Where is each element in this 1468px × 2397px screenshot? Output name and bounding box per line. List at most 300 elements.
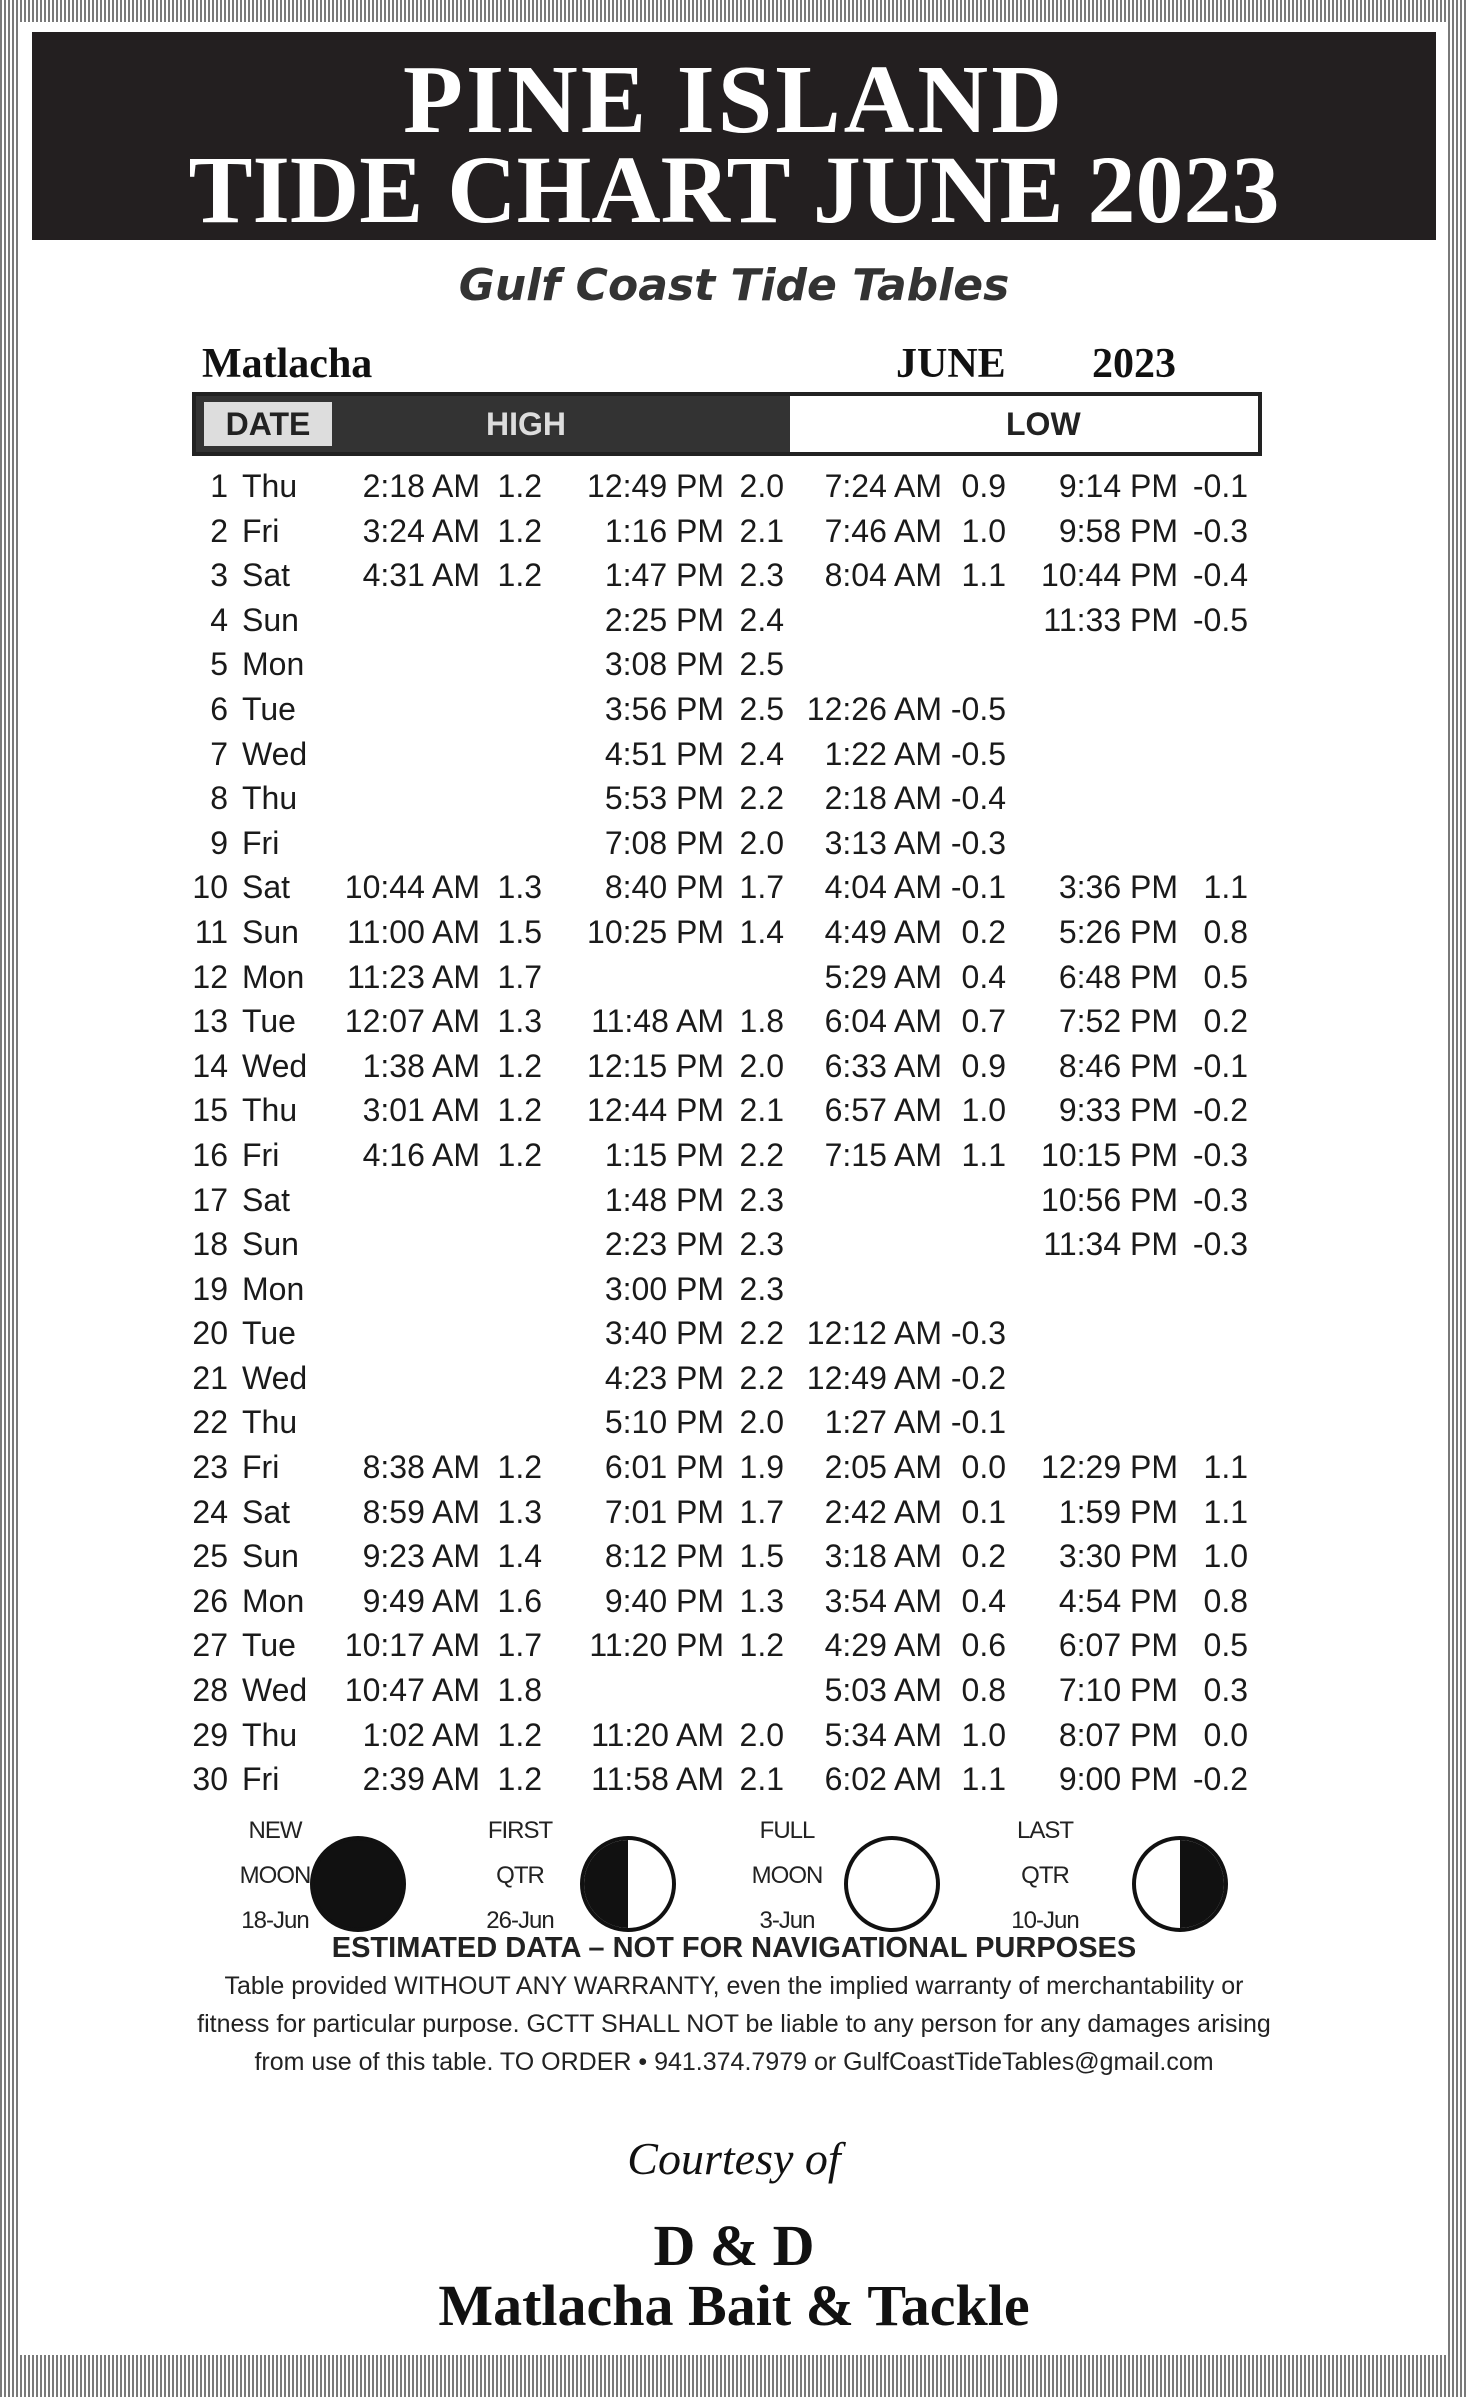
cell-h2h: 2.3 (739, 557, 784, 594)
cell-h1t: 10:17 AM (344, 1627, 480, 1664)
cell-h2t: 3:56 PM (604, 690, 724, 727)
cell-h2h: 1.7 (739, 869, 784, 906)
cell-h2h: 2.4 (739, 601, 784, 638)
table-row (20, 1133, 1448, 1178)
new-moon-date: 18-Jun (241, 1907, 309, 1934)
cell-h1h: 1.7 (497, 958, 542, 995)
disclaimer-line1: Table provided WITHOUT ANY WARRANTY, even the implied warranty of merchantability or (224, 1972, 1244, 2000)
cell-day: 7 (210, 735, 228, 772)
cell-l2t: 10:15 PM (1041, 1136, 1178, 1173)
last-quarter-moon-icon (1132, 1836, 1228, 1932)
cell-h2h: 1.3 (739, 1582, 784, 1619)
cell-l1h: 1.1 (961, 1761, 1006, 1798)
cell-l2h: -0.1 (1192, 468, 1248, 504)
cell-h2h: 1.2 (739, 1627, 784, 1664)
cell-h1t: 3:24 AM (362, 512, 480, 549)
cell-h2t: 11:58 AM (591, 1761, 724, 1798)
cell-h2h: 2.4 (739, 735, 784, 772)
cell-h1t: 11:23 AM (347, 958, 480, 995)
cell-l2t: 6:48 PM (1058, 958, 1178, 995)
table-row (20, 821, 1448, 866)
cell-h2h: 2.0 (739, 1047, 784, 1084)
cell-l2h: -0.3 (1192, 1226, 1248, 1263)
cell-day: 1 (210, 468, 228, 504)
table-row (20, 1178, 1448, 1223)
table-row (20, 464, 1448, 509)
cell-l1t: 2:05 AM (824, 1449, 942, 1486)
cell-dow: Wed (242, 735, 308, 772)
cell-l1h: 1.1 (961, 1136, 1006, 1173)
cell-l1h: 0.8 (961, 1672, 1006, 1709)
cell-l2t: 1:59 PM (1058, 1493, 1178, 1530)
table-row (20, 1044, 1448, 1089)
cell-dow: Mon (242, 1270, 305, 1307)
cell-dow: Sat (242, 869, 291, 906)
cell-h2h: 2.0 (739, 1404, 784, 1441)
cell-l1h: -0.3 (950, 1315, 1006, 1352)
cell-h1t: 4:31 AM (362, 557, 480, 594)
cell-day: 4 (210, 601, 228, 638)
cell-dow: Sat (242, 1181, 291, 1218)
cell-day: 17 (192, 1181, 228, 1218)
banner-title-line1: PINE ISLAND (403, 46, 1065, 154)
table-row (20, 1400, 1448, 1445)
cell-dow: Wed (242, 1359, 308, 1396)
cell-day: 26 (192, 1582, 228, 1619)
cell-h1h: 1.5 (497, 913, 542, 950)
header-date: DATE (204, 402, 332, 446)
cell-h2h: 1.4 (739, 913, 784, 950)
new-moon-label-2: MOON (239, 1862, 311, 1889)
cell-l1h: -0.1 (950, 1404, 1006, 1441)
table-row (20, 1713, 1448, 1758)
cell-h2h: 2.0 (739, 824, 784, 861)
cell-h2t: 2:23 PM (604, 1226, 724, 1263)
cell-l2t: 10:44 PM (1041, 557, 1178, 594)
cell-h2h: 2.0 (739, 1716, 784, 1753)
table-row (20, 1088, 1448, 1133)
first-qtr-date: 26-Jun (486, 1907, 554, 1934)
subtitle: Gulf Coast Tide Tables (458, 260, 1010, 311)
cell-l2h: 0.8 (1203, 913, 1248, 950)
cell-l2h: -0.4 (1192, 557, 1248, 594)
cell-l1t: 7:15 AM (824, 1136, 942, 1173)
first-quarter-moon-icon (580, 1836, 676, 1932)
table-row (20, 553, 1448, 598)
cell-l2t: 3:36 PM (1058, 869, 1178, 906)
cell-h1h: 1.2 (497, 557, 542, 594)
cell-l1t: 5:34 AM (824, 1716, 942, 1753)
cell-dow: Fri (242, 1136, 280, 1173)
cell-l2t: 5:26 PM (1058, 913, 1178, 950)
cell-h2t: 9:40 PM (604, 1582, 724, 1619)
cell-h2h: 2.5 (739, 690, 784, 727)
table-row (20, 776, 1448, 821)
cell-l1h: -0.4 (950, 780, 1006, 817)
cell-l2t: 9:00 PM (1058, 1761, 1178, 1798)
cell-h1t: 2:18 AM (362, 468, 480, 504)
cell-h2t: 2:25 PM (604, 601, 724, 638)
cell-h2h: 2.2 (739, 1136, 784, 1173)
table-row (20, 1490, 1448, 1535)
cell-h2h: 1.5 (739, 1538, 784, 1575)
cell-h1t: 2:39 AM (362, 1761, 480, 1798)
cell-dow: Mon (242, 958, 305, 995)
cell-dow: Thu (242, 468, 298, 504)
cell-l1h: 0.6 (961, 1627, 1006, 1664)
table-row (20, 1356, 1448, 1401)
cell-h2t: 12:44 PM (587, 1092, 724, 1129)
cell-l2h: 0.5 (1203, 958, 1248, 995)
cell-h1h: 1.3 (497, 869, 542, 906)
cell-h2t: 8:40 PM (604, 869, 724, 906)
table-row (20, 1222, 1448, 1267)
cell-h2t: 3:00 PM (604, 1270, 724, 1307)
cell-dow: Wed (242, 1047, 308, 1084)
cell-h1t: 10:47 AM (344, 1672, 480, 1709)
cell-l2h: 0.0 (1203, 1716, 1248, 1753)
cell-day: 13 (192, 1003, 228, 1040)
cell-l2h: 1.1 (1203, 1449, 1248, 1486)
cell-h2t: 10:25 PM (587, 913, 724, 950)
cell-h2t: 5:10 PM (604, 1404, 724, 1441)
cell-dow: Sun (242, 1538, 299, 1575)
cell-l2t: 12:29 PM (1041, 1449, 1178, 1486)
cell-l1t: 5:29 AM (824, 958, 942, 995)
cell-l2h: -0.3 (1192, 1181, 1248, 1218)
table-row (20, 1267, 1448, 1312)
cell-dow: Fri (242, 1761, 280, 1798)
cell-l1h: 0.4 (961, 958, 1006, 995)
first-qtr-label-1: FIRST (487, 1817, 553, 1844)
cell-l2t: 9:14 PM (1058, 468, 1178, 504)
cell-l2h: -0.3 (1192, 1136, 1248, 1173)
cell-day: 29 (192, 1716, 228, 1753)
cell-h2h: 2.5 (739, 646, 784, 683)
cell-l1h: 1.1 (961, 557, 1006, 594)
cell-h2t: 4:51 PM (604, 735, 724, 772)
cell-l1h: 1.0 (961, 512, 1006, 549)
month-label: JUNE (896, 341, 1006, 387)
cell-day: 25 (192, 1538, 228, 1575)
table-row (20, 1757, 1448, 1802)
cell-l1t: 6:57 AM (824, 1092, 942, 1129)
table-row (20, 865, 1448, 910)
cell-h1t: 9:23 AM (362, 1538, 480, 1575)
cell-h1h: 1.2 (497, 1716, 542, 1753)
cell-h1t: 10:44 AM (344, 869, 480, 906)
cell-h2h: 2.1 (739, 512, 784, 549)
table-row (20, 687, 1448, 732)
table-row (20, 910, 1448, 955)
cell-l1h: 0.9 (961, 1047, 1006, 1084)
cell-day: 30 (192, 1761, 228, 1798)
cell-l2t: 11:34 PM (1043, 1226, 1178, 1263)
disclaimer-line2: fitness for particular purpose. GCTT SHALL NOT be liable to any person for any damages arising (197, 2010, 1271, 2038)
table-row (20, 642, 1448, 687)
cell-l1h: 0.2 (961, 913, 1006, 950)
cell-h1h: 1.3 (497, 1003, 542, 1040)
full-moon-date: 3-Jun (759, 1907, 815, 1934)
cell-h2h: 2.1 (739, 1761, 784, 1798)
cell-l1h: 1.0 (961, 1716, 1006, 1753)
header-low: LOW (1006, 406, 1081, 442)
cell-dow: Thu (242, 780, 298, 817)
cell-h1t: 11:00 AM (347, 913, 480, 950)
cell-h2t: 6:01 PM (604, 1449, 724, 1486)
cell-dow: Tue (242, 690, 296, 727)
banner-title-line2: TIDE CHART JUNE 2023 (188, 136, 1280, 243)
cell-h1t: 1:02 AM (362, 1716, 480, 1753)
cell-day: 22 (192, 1404, 228, 1441)
cell-l1h: -0.3 (950, 824, 1006, 861)
cell-dow: Mon (242, 646, 305, 683)
cell-day: 3 (210, 557, 228, 594)
cell-l1t: 6:33 AM (824, 1047, 942, 1084)
cell-dow: Fri (242, 824, 280, 861)
cell-h1h: 1.2 (497, 1047, 542, 1084)
cell-h2t: 8:12 PM (604, 1538, 724, 1575)
cell-l1t: 12:12 AM (806, 1315, 942, 1352)
disclaimer-heading: ESTIMATED DATA – NOT FOR NAVIGATIONAL PURPOSES (331, 1932, 1137, 1964)
cell-l1t: 12:49 AM (806, 1359, 942, 1396)
cell-h1h: 1.2 (497, 512, 542, 549)
cell-l1h: 1.0 (961, 1092, 1006, 1129)
cell-h1t: 4:16 AM (362, 1136, 480, 1173)
courtesy-label: Courtesy of (627, 2133, 841, 2184)
cell-dow: Fri (242, 512, 280, 549)
cell-day: 9 (210, 824, 228, 861)
table-row (20, 1579, 1448, 1624)
table-row (20, 1311, 1448, 1356)
full-moon-label-1: FULL (759, 1817, 815, 1844)
cell-h1t: 3:01 AM (362, 1092, 480, 1129)
cell-dow: Fri (242, 1449, 280, 1486)
cell-l2t: 8:46 PM (1058, 1047, 1178, 1084)
cell-h1h: 1.2 (497, 468, 542, 504)
cell-h2t: 7:08 PM (604, 824, 724, 861)
cell-l2h: 1.0 (1203, 1538, 1248, 1575)
cell-h2h: 2.2 (739, 780, 784, 817)
cell-l1t: 1:22 AM (824, 735, 942, 772)
cell-dow: Sun (242, 913, 299, 950)
cell-dow: Sun (242, 1226, 299, 1263)
cell-l1t: 4:29 AM (824, 1627, 942, 1664)
tide-chart-page (20, 22, 1448, 2355)
cell-day: 18 (192, 1226, 228, 1263)
cell-l2t: 7:10 PM (1058, 1672, 1178, 1709)
cell-h2h: 1.9 (739, 1449, 784, 1486)
cell-l2t: 11:33 PM (1043, 601, 1178, 638)
cell-l2t: 4:54 PM (1058, 1582, 1178, 1619)
cell-dow: Wed (242, 1672, 308, 1709)
cell-h1h: 1.2 (497, 1761, 542, 1798)
cell-h2h: 2.2 (739, 1359, 784, 1396)
cell-h2h: 1.8 (739, 1003, 784, 1040)
sponsor-name: D & D (653, 2213, 815, 2278)
cell-dow: Sun (242, 601, 299, 638)
cell-l1h: 0.2 (961, 1538, 1006, 1575)
cell-h1h: 1.6 (497, 1582, 542, 1619)
cell-h1t: 8:38 AM (362, 1449, 480, 1486)
table-row (20, 1445, 1448, 1490)
cell-day: 12 (192, 958, 228, 995)
cell-l1t: 8:04 AM (824, 557, 942, 594)
cell-l1t: 7:46 AM (824, 512, 942, 549)
cell-day: 28 (192, 1672, 228, 1709)
cell-l1h: 0.0 (961, 1449, 1006, 1486)
cell-l2h: 0.3 (1203, 1672, 1248, 1709)
cell-h2h: 2.3 (739, 1181, 784, 1218)
cell-dow: Sat (242, 557, 291, 594)
cell-h2t: 3:08 PM (604, 646, 724, 683)
table-row (20, 1668, 1448, 1713)
cell-l1t: 1:27 AM (824, 1404, 942, 1441)
table-header (192, 392, 1262, 456)
cell-l2h: -0.2 (1192, 1092, 1248, 1129)
title-banner (32, 32, 1436, 243)
cell-h2t: 4:23 PM (604, 1359, 724, 1396)
cell-h2t: 1:48 PM (604, 1181, 724, 1218)
cell-l1t: 3:13 AM (824, 824, 942, 861)
cell-h1t: 1:38 AM (362, 1047, 480, 1084)
cell-l2h: 0.2 (1203, 1003, 1248, 1040)
cell-dow: Tue (242, 1315, 296, 1352)
cell-l2h: 1.1 (1203, 869, 1248, 906)
cell-l1h: -0.1 (950, 869, 1006, 906)
cell-l2t: 9:33 PM (1058, 1092, 1178, 1129)
table-row (20, 732, 1448, 777)
bottom-border (0, 2355, 1468, 2397)
cell-l2h: -0.1 (1192, 1047, 1248, 1084)
table-row (20, 999, 1448, 1044)
cell-h1h: 1.4 (497, 1538, 542, 1575)
cell-h2t: 11:20 AM (591, 1716, 724, 1753)
cell-h2t: 3:40 PM (604, 1315, 724, 1352)
cell-l1h: 0.9 (961, 468, 1006, 504)
cell-h2t: 12:15 PM (587, 1047, 724, 1084)
header-high: HIGH (486, 406, 566, 442)
cell-l1h: 0.4 (961, 1582, 1006, 1619)
cell-day: 2 (210, 512, 228, 549)
cell-h2t: 7:01 PM (604, 1493, 724, 1530)
cell-h2t: 12:49 PM (587, 468, 724, 504)
cell-day: 11 (194, 913, 228, 950)
cell-l2t: 8:07 PM (1058, 1716, 1178, 1753)
cell-l1t: 4:49 AM (824, 913, 942, 950)
cell-l1h: -0.5 (950, 690, 1006, 727)
cell-day: 16 (192, 1136, 228, 1173)
cell-l1h: -0.5 (950, 735, 1006, 772)
cell-day: 19 (192, 1270, 228, 1307)
cell-dow: Thu (242, 1092, 298, 1129)
cell-h1t: 12:07 AM (344, 1003, 480, 1040)
table-row (20, 1623, 1448, 1668)
cell-day: 23 (192, 1449, 228, 1486)
cell-l2h: 0.8 (1203, 1582, 1248, 1619)
table-row (20, 598, 1448, 643)
cell-h1h: 1.3 (497, 1493, 542, 1530)
cell-h2h: 2.3 (739, 1270, 784, 1307)
cell-h1h: 1.7 (497, 1627, 542, 1664)
new-moon-label-1: NEW (248, 1817, 302, 1844)
cell-l1t: 6:02 AM (824, 1761, 942, 1798)
cell-h2t: 1:15 PM (604, 1136, 724, 1173)
cell-l2t: 9:58 PM (1058, 512, 1178, 549)
tide-table (20, 464, 1448, 1802)
last-qtr-label-2: QTR (1021, 1862, 1069, 1889)
cell-l1t: 3:18 AM (824, 1538, 942, 1575)
cell-h1h: 1.2 (497, 1092, 542, 1129)
cell-l1t: 6:04 AM (824, 1003, 942, 1040)
last-qtr-label-1: LAST (1016, 1817, 1074, 1844)
cell-l1t: 12:26 AM (806, 690, 942, 727)
cell-h2t: 11:20 PM (589, 1627, 724, 1664)
cell-l1t: 3:54 AM (824, 1582, 942, 1619)
cell-l1t: 7:24 AM (824, 468, 942, 504)
cell-day: 27 (192, 1627, 228, 1664)
location-label: Matlacha (202, 341, 373, 387)
table-row (20, 955, 1448, 1000)
cell-day: 6 (210, 690, 228, 727)
cell-dow: Thu (242, 1404, 298, 1441)
year-label: 2023 (1092, 341, 1176, 387)
cell-h2t: 1:47 PM (604, 557, 724, 594)
table-row (20, 1534, 1448, 1579)
cell-dow: Sat (242, 1493, 291, 1530)
cell-l1t: 2:42 AM (824, 1493, 942, 1530)
sponsor-business: Matlacha Bait & Tackle (438, 2273, 1030, 2338)
cell-l1t: 4:04 AM (824, 869, 942, 906)
cell-l2h: 1.1 (1203, 1493, 1248, 1530)
full-moon-label-2: MOON (751, 1862, 823, 1889)
cell-day: 20 (192, 1315, 228, 1352)
first-qtr-label-2: QTR (496, 1862, 544, 1889)
full-moon-icon (844, 1836, 940, 1932)
cell-l2t: 10:56 PM (1041, 1181, 1178, 1218)
cell-dow: Tue (242, 1003, 296, 1040)
cell-l1t: 5:03 AM (824, 1672, 942, 1709)
cell-l2h: 0.5 (1203, 1627, 1248, 1664)
cell-dow: Mon (242, 1582, 305, 1619)
cell-day: 14 (192, 1047, 228, 1084)
cell-l2h: -0.5 (1192, 601, 1248, 638)
cell-h2h: 2.2 (739, 1315, 784, 1352)
cell-h2t: 11:48 AM (591, 1003, 724, 1040)
cell-h2h: 2.0 (739, 468, 784, 504)
table-row (20, 509, 1448, 554)
cell-l1h: 0.7 (961, 1003, 1006, 1040)
cell-h1h: 1.2 (497, 1449, 542, 1486)
cell-l1t: 2:18 AM (824, 780, 942, 817)
cell-dow: Tue (242, 1627, 296, 1664)
cell-l2h: -0.2 (1192, 1761, 1248, 1798)
cell-h2h: 2.3 (739, 1226, 784, 1263)
cell-h2t: 1:16 PM (604, 512, 724, 549)
cell-day: 15 (192, 1092, 228, 1129)
cell-dow: Thu (242, 1716, 298, 1753)
cell-l2t: 7:52 PM (1058, 1003, 1178, 1040)
cell-l2t: 6:07 PM (1058, 1627, 1178, 1664)
cell-day: 24 (192, 1493, 228, 1530)
cell-h1h: 1.2 (497, 1136, 542, 1173)
cell-h1h: 1.8 (497, 1672, 542, 1709)
disclaimer-line3: from use of this table. TO ORDER • 941.374.7979 or GulfCoastTideTables@gmail.com (254, 2048, 1214, 2076)
cell-h1t: 8:59 AM (362, 1493, 480, 1530)
new-moon-icon (310, 1836, 406, 1932)
cell-l1h: -0.2 (950, 1359, 1006, 1396)
last-qtr-date: 10-Jun (1011, 1907, 1079, 1934)
